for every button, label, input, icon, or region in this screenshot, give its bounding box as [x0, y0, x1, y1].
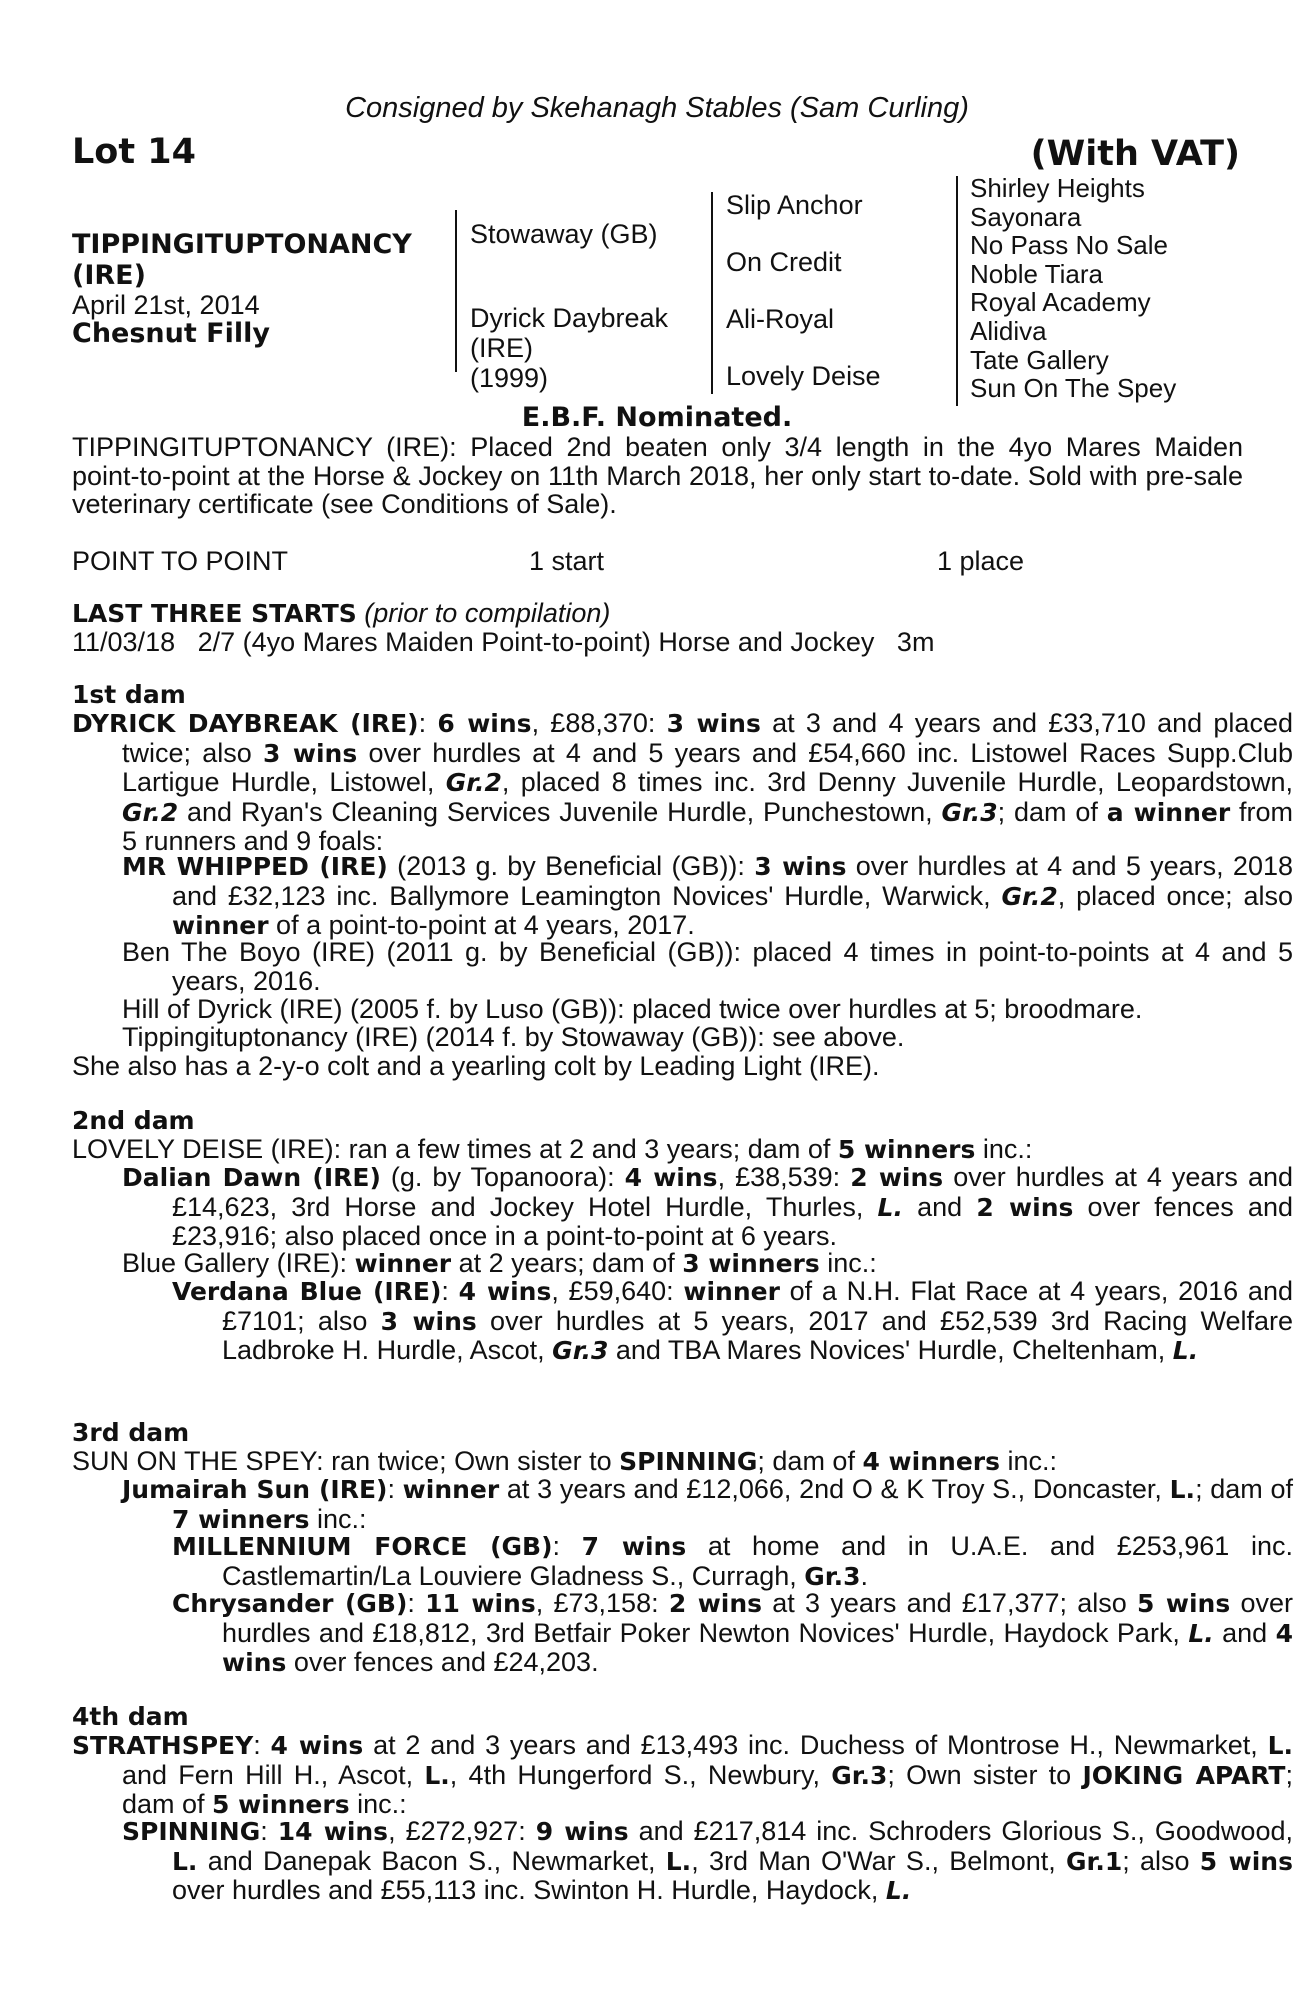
horse-name-line1: TIPPINGITUPTONANCY	[72, 229, 412, 260]
text-run: 3 wins	[263, 738, 358, 768]
text-run: L.	[1267, 1731, 1293, 1760]
pedigree-dam: Dyrick Daybreak (IRE) (1999)	[470, 303, 669, 393]
text-run: :	[260, 1816, 278, 1846]
text-run: :	[552, 1531, 582, 1561]
text-run: Gr.2	[1001, 881, 1058, 911]
text-run: at 3 years and £12,066, 2nd O & K Troy S., Doncaster,	[499, 1474, 1170, 1504]
consignor-line: Consigned by Skehanagh Stables (Sam Curling)	[345, 92, 969, 124]
pedigree-divider-1	[455, 210, 457, 372]
text-run: at 2 and 3 years and £13,493 inc. Duchess of Montrose H., Newmarket,	[363, 1730, 1268, 1760]
pedigree-g3-4: Noble Tiara	[970, 258, 1103, 289]
second-dam-grandproduce-1	[172, 1277, 1293, 1366]
fourth-dam-heading: 4th dam	[72, 1702, 189, 1731]
ebf-nominated: E.B.F. Nominated.	[521, 402, 793, 433]
text-run: ; also	[1122, 1845, 1200, 1876]
text-run: :	[418, 708, 438, 738]
text-run: 7 wins	[581, 1532, 687, 1561]
text-run: ; dam of	[122, 1759, 1293, 1819]
text-run: :	[387, 1474, 403, 1504]
text-run: ; dam of	[757, 1446, 863, 1476]
text-run: and Ryan's Cleaning Services Juvenile Hurdle, Punchestown,	[178, 796, 942, 827]
first-dam-produce-4: Tippingituptonancy (IRE) (2014 f. by Stowaway (GB)): see above.	[122, 1022, 905, 1052]
text-run: MILLENNIUM FORCE (GB)	[172, 1532, 553, 1561]
text-run: L.	[172, 1846, 198, 1876]
pedigree-g3-6: Alidiva	[970, 315, 1047, 346]
text-run: 5 wins	[1137, 1589, 1231, 1618]
text-run: 3 wins	[380, 1306, 477, 1336]
text-run: over hurdles at 4 years and £14,623, 3rd Horse and Jockey Hotel Hurdle, Thurles,	[172, 1162, 1293, 1222]
last-start-row: 11/03/18 2/7 (4yo Mares Maiden Point-to-point) Horse and Jockey 3m	[72, 627, 935, 657]
text-run: and Danepak Bacon S., Newmarket,	[197, 1845, 666, 1876]
summary-paragraph: TIPPINGITUPTONANCY (IRE): Placed 2nd beaten only 3/4 length in the 4yo Mares Maiden point-to-point at the Horse & Jockey on 11th March 2018, her only start to-date. Sold with pre-sale veterinary certificate (see Conditions of Sale).	[72, 432, 1243, 519]
text-run: and £217,814 inc. Schroders Glorious S., Goodwood,	[628, 1816, 1293, 1846]
text-run: inc.:	[999, 1446, 1058, 1476]
text-run: winner	[683, 1277, 780, 1306]
text-run: inc.:	[975, 1134, 1033, 1164]
text-run: JOKING APART	[1082, 1760, 1286, 1790]
text-run: a winner	[1106, 797, 1231, 827]
text-run: , 4th Hungerford S., Newbury,	[449, 1759, 832, 1790]
second-dam-heading: 2nd dam	[72, 1106, 195, 1135]
text-run: 3 wins	[754, 852, 847, 881]
text-run: 3 wins	[666, 709, 761, 738]
text-run: ; Own sister to	[887, 1759, 1083, 1790]
text-run: over fences and £24,203.	[286, 1647, 599, 1677]
text-run: over hurdles and £55,113 inc. Swinton H. Hurdle, Haydock,	[172, 1875, 886, 1905]
fourth-dam-paragraph	[72, 1731, 1293, 1820]
text-run: of a point-to-point at 4 years, 2017.	[268, 910, 695, 940]
record-starts: 1 start	[529, 546, 605, 576]
text-run: (2013 g. by Beneficial (GB)):	[387, 851, 755, 881]
text-run: over hurdles at 4 and 5 years and £54,660 inc. Listowel Races Supp.Club Lartigue Hurdle, Listowel,	[122, 737, 1293, 797]
text-run: 6 wins	[437, 709, 532, 738]
lot-number: Lot 14	[72, 132, 196, 172]
text-run: :	[441, 1276, 459, 1306]
text-run: 4 wins	[624, 1163, 718, 1192]
pedigree-dam-sire: Ali-Royal	[726, 304, 835, 334]
text-run: SUN ON THE SPEY: ran twice; Own sister to	[72, 1446, 620, 1476]
pedigree-divider-3	[956, 176, 958, 406]
text-run: winner	[172, 911, 269, 940]
text-run: 14 wins	[277, 1817, 389, 1846]
pedigree-third-generation	[970, 174, 1176, 403]
text-run: , placed 8 times inc. 3rd Denny Juvenile Hurdle, Leopardstown,	[501, 767, 1293, 797]
text-run: and	[1213, 1617, 1276, 1648]
text-run: Blue Gallery (IRE):	[122, 1248, 355, 1278]
second-dam-produce-1	[122, 1163, 1293, 1251]
pedigree-g3-7: Tate Gallery	[970, 344, 1109, 375]
first-dam-produce-3: Hill of Dyrick (IRE) (2005 f. by Luso (GB)): placed twice over hurdles at 5; broodmare.	[122, 994, 1143, 1024]
text-run: , £88,370:	[531, 708, 667, 738]
text-run: STRATHSPEY	[72, 1731, 254, 1760]
text-run: 3 winners	[682, 1249, 820, 1278]
text-run: L.	[1188, 1618, 1214, 1648]
first-dam-produce-1	[122, 852, 1293, 941]
text-run: SPINNING	[122, 1817, 261, 1846]
text-run: over hurdles at 5 years, 2017 and £52,539 3rd Racing Welfare Ladbroke H. Hurdle, Ascot,	[222, 1305, 1293, 1365]
pedigree-sire-sire: Slip Anchor	[726, 190, 863, 220]
text-run: 2 wins	[668, 1589, 763, 1618]
text-run: , placed once; also	[1057, 880, 1293, 911]
record-label: POINT TO POINT	[72, 546, 289, 576]
text-run: 4 wins	[222, 1618, 1293, 1677]
fourth-dam-produce-1	[122, 1817, 1293, 1906]
text-run: MR WHIPPED (IRE)	[122, 852, 388, 881]
text-run: at home and in U.A.E. and £253,961 inc. Castlemartin/La Louviere Gladness S., Curragh,	[222, 1531, 1293, 1591]
text-run: 7 winners	[172, 1504, 310, 1534]
text-run: at 2 years; dam of	[451, 1248, 683, 1278]
text-run: SPINNING	[619, 1447, 758, 1476]
text-run: , £59,640:	[551, 1276, 684, 1306]
third-dam-grandproduce-1	[172, 1532, 1293, 1591]
text-run: , 3rd Man O'War S., Belmont,	[691, 1845, 1067, 1876]
pedigree-sire: Stowaway (GB)	[470, 219, 658, 249]
text-run: 2 wins	[976, 1192, 1074, 1222]
text-run: :	[407, 1588, 426, 1618]
text-run: Jumairah Sun (IRE)	[122, 1475, 388, 1504]
text-run: 9 wins	[535, 1817, 629, 1846]
text-run: :	[253, 1730, 271, 1760]
text-run: (g. by Topanoora):	[380, 1162, 625, 1192]
text-run: inc.:	[309, 1503, 367, 1534]
text-run: ; dam of	[997, 796, 1107, 827]
text-run: L.	[424, 1760, 450, 1790]
text-run: 2 wins	[850, 1163, 944, 1192]
text-run: Gr.1	[1066, 1846, 1123, 1876]
text-run: L.	[1169, 1475, 1196, 1504]
text-run: of a N.H. Flat Race at 4 years, 2016 and £7101; also	[222, 1276, 1293, 1336]
horse-name	[72, 229, 412, 291]
text-run: , £38,539:	[717, 1162, 851, 1192]
text-run: over hurdles at 4 and 5 years, 2018 and £32,123 inc. Ballymore Leamington Novices' Hurdle, Warwick,	[172, 851, 1293, 911]
text-run: DYRICK DAYBREAK (IRE)	[72, 709, 419, 738]
pedigree-g3-3: No Pass No Sale	[970, 230, 1168, 261]
text-run: 11 wins	[425, 1589, 536, 1618]
text-run: over hurdles and £18,812, 3rd Betfair Poker Newton Novices' Hurdle, Haydock Park,	[222, 1588, 1294, 1648]
text-run: 4 wins	[458, 1277, 552, 1306]
pedigree-g3-8: Sun On The Spey	[970, 373, 1177, 404]
pedigree-g3-2: Sayonara	[970, 201, 1082, 232]
pedigree-sire-dam: On Credit	[726, 247, 842, 277]
text-run: at 3 years and £17,377; also	[762, 1588, 1138, 1618]
text-run: 5 wins	[1199, 1846, 1293, 1876]
text-run: Dalian Dawn (IRE)	[122, 1163, 381, 1192]
third-dam-heading: 3rd dam	[72, 1418, 190, 1447]
text-run: 4 winners	[862, 1447, 1000, 1476]
third-dam-paragraph	[72, 1447, 1293, 1477]
pedigree-g3-1: Shirley Heights	[970, 173, 1145, 203]
pedigree-dam-dam: Lovely Deise	[726, 361, 881, 391]
first-dam-heading: 1st dam	[72, 680, 186, 709]
text-run: LOVELY DEISE (IRE): ran a few times at 2 and 3 years; dam of	[72, 1134, 838, 1164]
text-run: and Fern Hill H., Ascot,	[122, 1759, 425, 1790]
record-places: 1 place	[937, 546, 1025, 576]
first-dam-produce-2: Ben The Boyo (IRE) (2011 g. by Beneficial (GB)): placed 4 times in point-to-points at 4 and 5 years, 2016.	[122, 937, 1293, 996]
text-run: over fences and £23,916; also placed once in a point-to-point at 6 years.	[172, 1191, 1293, 1251]
text-run: L.	[877, 1192, 903, 1222]
text-run: Gr.3	[804, 1561, 861, 1591]
text-run: .	[860, 1560, 868, 1591]
text-run: inc.:	[819, 1248, 877, 1278]
text-run: and TBA Mares Novices' Hurdle, Cheltenham,	[608, 1335, 1173, 1365]
text-run: L.	[885, 1876, 912, 1905]
text-run: 5 winners	[837, 1135, 976, 1164]
text-run: Gr.3	[941, 797, 998, 827]
text-run: , £73,158:	[535, 1588, 669, 1618]
text-run: Gr.3	[831, 1760, 888, 1790]
vat-label: (With VAT)	[1030, 134, 1240, 174]
first-dam-paragraph	[72, 709, 1293, 856]
text-run: Chrysander (GB)	[172, 1589, 408, 1618]
text-run: L.	[665, 1846, 692, 1876]
text-run: winner	[354, 1249, 452, 1278]
text-run: Verdana Blue (IRE)	[172, 1277, 442, 1306]
second-dam-produce-2	[122, 1249, 1293, 1279]
text-run: L.	[1172, 1336, 1199, 1365]
text-run: , £272,927:	[388, 1816, 536, 1846]
text-run: 5 winners	[212, 1790, 350, 1819]
horse-name-line2: (IRE)	[72, 260, 146, 291]
pedigree-divider-2	[711, 192, 713, 394]
first-dam-footnote: She also has a 2-y-o colt and a yearling colt by Leading Light (IRE).	[72, 1051, 880, 1081]
text-run: inc.:	[349, 1789, 407, 1819]
third-dam-grandproduce-2	[172, 1589, 1293, 1678]
sex-colour: Chesnut Filly	[72, 318, 270, 349]
text-run: Gr.2	[445, 768, 502, 797]
text-run: ; dam of	[1195, 1474, 1293, 1504]
text-run: Gr.2	[122, 797, 179, 827]
last-starts-heading: LAST THREE STARTS (prior to compilation)	[72, 598, 611, 628]
text-run: Gr.3	[552, 1336, 609, 1365]
text-run: and	[902, 1191, 977, 1222]
text-run: from 5 runners and 9 foals:	[122, 796, 1294, 856]
text-run: at 3 and 4 years and £33,710 and placed twice; also	[122, 708, 1293, 768]
text-run: 4 wins	[270, 1731, 364, 1760]
pedigree-g3-5: Royal Academy	[970, 287, 1151, 318]
third-dam-produce-1	[122, 1475, 1293, 1534]
foaling-date: April 21st, 2014	[72, 290, 260, 320]
text-run: winner	[402, 1475, 500, 1504]
second-dam-paragraph	[72, 1135, 1293, 1165]
